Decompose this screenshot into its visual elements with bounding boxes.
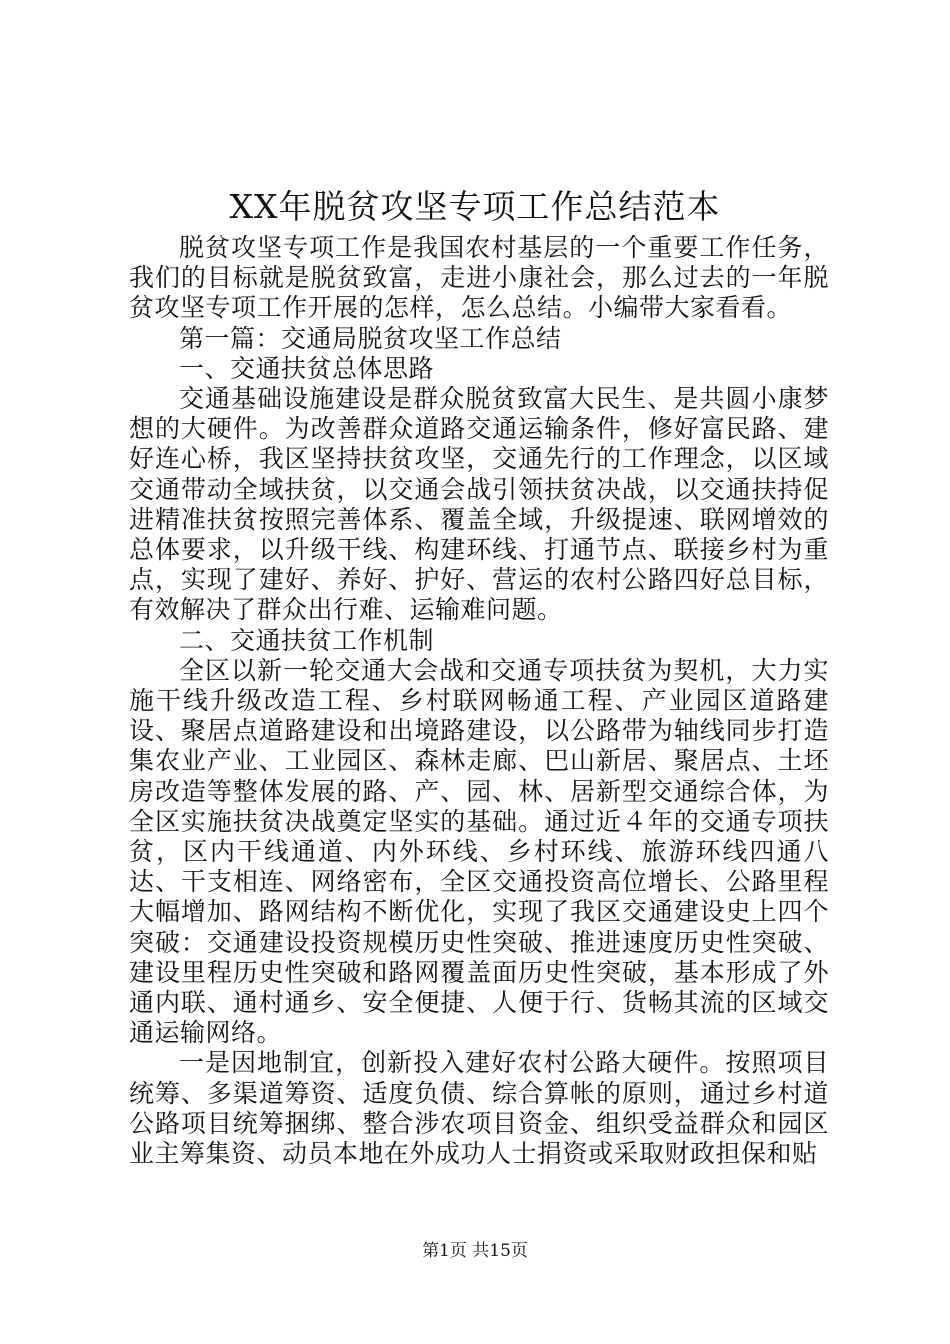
subheading-work-mechanism: 二、交通扶贫工作机制 — [179, 625, 435, 655]
paragraph-point-one: 一是因地制宜，创新投入建好农村公路大硬件。按照项目统筹、多渠道筹资、适度负债、综合算帐的原则，通过乡村道公路项目统筹捆绑、整合涉农项目资金、组织受益群众和园区业主筹集资、动员本地在外成功人士捐资或采取财政担保和贴 — [129, 1048, 829, 1169]
document-body — [129, 233, 829, 1169]
paragraph-overall-approach: 交通基础设施建设是群众脱贫致富大民生、是共圆小康梦想的大硬件。为改善群众道路交通运输条件，修好富民路、建好连心桥，我区坚持扶贫攻坚，交通先行的工作理念，以区域交通带动全域扶贫，以交通会战引领扶贫决战，以交通扶持促进精准扶贫按照完善体系、覆盖全域，升级提速、联网增效的总体要求，以升级干线、构建环线、打通节点、联接乡村为重点，实现了建好、养好、护好、营运的农村公路四好总目标，有效解决了群众出行难、运输难问题。 — [129, 384, 829, 625]
intro-paragraph: 脱贫攻坚专项工作是我国农村基层的一个重要工作任务，我们的目标就是脱贫致富，走进小康社会，那么过去的一年脱贫攻坚专项工作开展的怎样，怎么总结。小编带大家看看。 — [129, 233, 829, 323]
section-heading-part-one: 第一篇：交通局脱贫攻坚工作总结 — [179, 323, 562, 353]
paragraph-work-mechanism: 全区以新一轮交通大会战和交通专项扶贫为契机，大力实施干线升级改造工程、乡村联网畅通工程、产业园区道路建设、聚居点道路建设和出境路建设，以公路带为轴线同步打造集农业产业、工业园区、森林走廊、巴山新居、聚居点、土坯房改造等整体发展的路、产、园、林、居新型交通综合体，为全区实施扶贫决战奠定坚实的基础。通过近４年的交通专项扶贫，区内干线通道、内外环线、乡村环线、旅游环线四通八达、干支相连、网络密布，全区交通投资高位增长、公路里程大幅增加、路网结构不断优化，实现了我区交通建设史上四个突破：交通建设投资规模历史性突破、推进速度历史性突破、建设里程历史性突破和路网覆盖面历史性突破，基本形成了外通内联、通村通乡、安全便捷、人便于行、货畅其流的区域交通运输网络。 — [129, 655, 829, 1048]
document-title: XX年脱贫攻坚专项工作总结范本 — [229, 187, 721, 226]
page-footer: 第1页 共15页 — [422, 1241, 528, 1261]
subheading-overall-approach: 一、交通扶贫总体思路 — [179, 353, 435, 383]
